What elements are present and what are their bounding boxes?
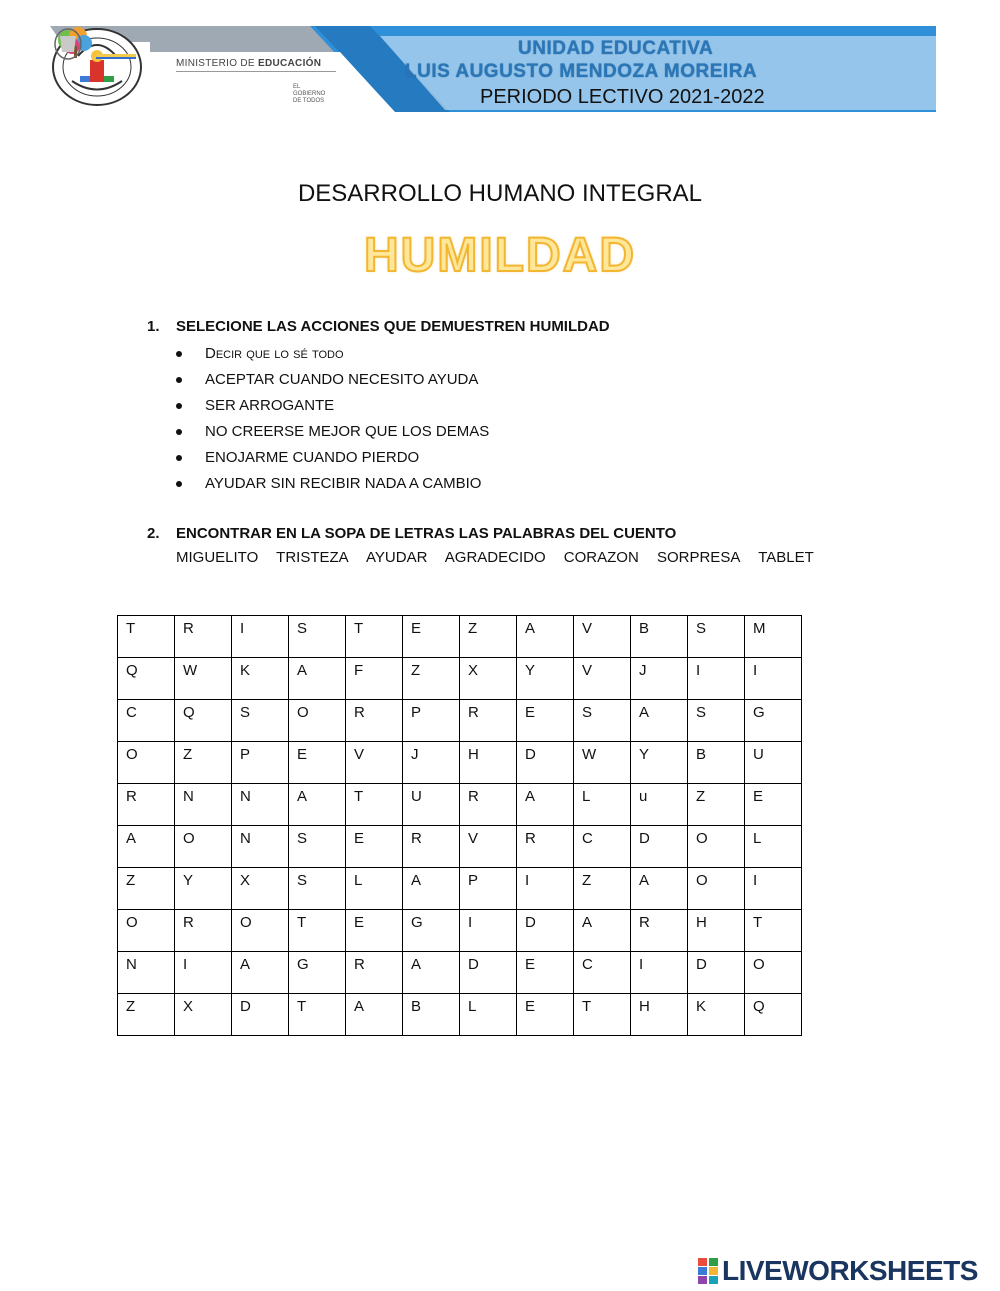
ministry-divider bbox=[176, 71, 336, 72]
question-1-number: 1. bbox=[147, 318, 160, 335]
grid-cell[interactable]: U bbox=[745, 742, 802, 784]
grid-cell[interactable]: D bbox=[631, 826, 688, 868]
grid-cell[interactable]: E bbox=[517, 994, 574, 1036]
question-1-options bbox=[176, 341, 489, 497]
grid-cell[interactable]: O bbox=[118, 910, 175, 952]
grid-row bbox=[118, 700, 802, 742]
school-period: PERIODO LECTIVO 2021-2022 bbox=[480, 86, 765, 108]
option-item[interactable] bbox=[176, 393, 489, 419]
grid-cell[interactable]: R bbox=[403, 826, 460, 868]
grid-cell[interactable]: P bbox=[460, 868, 517, 910]
grid-cell[interactable]: W bbox=[175, 658, 232, 700]
grid-cell[interactable]: H bbox=[460, 742, 517, 784]
grid-cell[interactable]: W bbox=[574, 742, 631, 784]
question-2-text: ENCONTRAR EN LA SOPA DE LETRAS LAS PALABRAS DEL CUENTO bbox=[176, 525, 677, 542]
grid-cell[interactable]: B bbox=[631, 616, 688, 658]
grid-cell[interactable]: Z bbox=[118, 994, 175, 1036]
grid-cell[interactable]: D bbox=[517, 742, 574, 784]
grid-cell[interactable]: I bbox=[688, 658, 745, 700]
grid-cell[interactable]: C bbox=[574, 826, 631, 868]
grid-cell[interactable]: T bbox=[346, 784, 403, 826]
word-item: AYUDAR bbox=[366, 549, 428, 566]
bullet-icon bbox=[176, 429, 182, 435]
grid-cell[interactable]: A bbox=[631, 700, 688, 742]
option-item[interactable] bbox=[176, 445, 489, 471]
grid-row bbox=[118, 952, 802, 994]
option-label: NO CREERSE MEJOR QUE LOS DEMAS bbox=[205, 423, 490, 440]
grid-cell[interactable]: P bbox=[403, 700, 460, 742]
grid-cell[interactable]: E bbox=[517, 700, 574, 742]
grid-cell[interactable]: O bbox=[118, 742, 175, 784]
grid-cell[interactable]: K bbox=[688, 994, 745, 1036]
question-2-heading bbox=[147, 525, 676, 542]
grid-cell[interactable]: A bbox=[631, 868, 688, 910]
grid-cell[interactable]: A bbox=[289, 784, 346, 826]
grid-cell[interactable]: I bbox=[460, 910, 517, 952]
grid-cell[interactable]: Z bbox=[118, 868, 175, 910]
word-search-grid bbox=[117, 615, 802, 1036]
grid-cell[interactable]: G bbox=[403, 910, 460, 952]
grid-cell[interactable]: S bbox=[289, 616, 346, 658]
grid-cell[interactable]: A bbox=[403, 952, 460, 994]
ministry-label: MINISTERIO DE EDUCACIÓN bbox=[176, 58, 322, 69]
word-item: MIGUELITO bbox=[176, 549, 259, 566]
grid-cell[interactable]: O bbox=[688, 826, 745, 868]
option-item[interactable] bbox=[176, 419, 489, 445]
question-1-text: SELECIONE LAS ACCIONES QUE DEMUESTREN HUMILDAD bbox=[176, 318, 610, 335]
grid-cell[interactable]: I bbox=[517, 868, 574, 910]
grid-cell[interactable]: D bbox=[232, 994, 289, 1036]
grid-cell[interactable]: A bbox=[517, 784, 574, 826]
grid-cell[interactable]: F bbox=[346, 658, 403, 700]
grid-cell[interactable]: J bbox=[631, 658, 688, 700]
grid-cell[interactable]: E bbox=[517, 952, 574, 994]
grid-cell[interactable]: S bbox=[574, 700, 631, 742]
grid-cell[interactable]: R bbox=[460, 784, 517, 826]
grid-row bbox=[118, 742, 802, 784]
grid-cell[interactable]: Y bbox=[631, 742, 688, 784]
grid-row bbox=[118, 658, 802, 700]
question-2-number: 2. bbox=[147, 525, 160, 542]
grid-cell[interactable]: u bbox=[631, 784, 688, 826]
grid-cell[interactable]: Q bbox=[745, 994, 802, 1036]
grid-row bbox=[118, 616, 802, 658]
grid-cell[interactable]: S bbox=[289, 826, 346, 868]
grid-cell[interactable]: S bbox=[688, 700, 745, 742]
option-label: AYUDAR SIN RECIBIR NADA A CAMBIO bbox=[205, 475, 482, 492]
grid-cell[interactable]: I bbox=[232, 616, 289, 658]
grid-cell[interactable]: A bbox=[574, 910, 631, 952]
bullet-icon bbox=[176, 455, 182, 461]
grid-cell[interactable]: E bbox=[346, 910, 403, 952]
grid-cell[interactable]: C bbox=[118, 700, 175, 742]
option-item[interactable] bbox=[176, 471, 489, 497]
word-item: TRISTEZA bbox=[276, 549, 349, 566]
grid-cell[interactable]: M bbox=[745, 616, 802, 658]
grid-row bbox=[118, 994, 802, 1036]
grid-cell[interactable]: S bbox=[289, 868, 346, 910]
grid-cell[interactable]: T bbox=[289, 994, 346, 1036]
liveworksheets-brand: LIVEWORKSHEETS bbox=[722, 1255, 978, 1286]
ecuador-coat-of-arms-logo bbox=[50, 26, 140, 62]
header-banner bbox=[50, 26, 936, 112]
question-1-heading bbox=[147, 318, 610, 335]
grid-cell[interactable]: R bbox=[346, 952, 403, 994]
grid-row bbox=[118, 826, 802, 868]
option-label: ACEPTAR CUANDO NECESITO AYUDA bbox=[205, 371, 479, 388]
grid-cell[interactable]: N bbox=[175, 784, 232, 826]
grid-cell[interactable]: J bbox=[403, 742, 460, 784]
grid-cell[interactable]: A bbox=[289, 658, 346, 700]
grid-cell[interactable]: L bbox=[574, 784, 631, 826]
grid-cell[interactable]: Z bbox=[403, 658, 460, 700]
grid-cell[interactable]: A bbox=[403, 868, 460, 910]
grid-cell[interactable]: V bbox=[460, 826, 517, 868]
grid-cell[interactable]: D bbox=[460, 952, 517, 994]
grid-cell[interactable]: O bbox=[232, 910, 289, 952]
grid-cell[interactable]: D bbox=[517, 910, 574, 952]
grid-cell[interactable]: Q bbox=[175, 700, 232, 742]
grid-cell[interactable]: R bbox=[175, 616, 232, 658]
grid-cell[interactable]: G bbox=[289, 952, 346, 994]
grid-cell[interactable]: R bbox=[175, 910, 232, 952]
grid-cell[interactable]: G bbox=[745, 700, 802, 742]
grid-cell[interactable]: I bbox=[745, 658, 802, 700]
grid-cell[interactable]: U bbox=[403, 784, 460, 826]
grid-cell[interactable]: Y bbox=[175, 868, 232, 910]
grid-cell[interactable]: H bbox=[688, 910, 745, 952]
grid-cell[interactable]: I bbox=[175, 952, 232, 994]
grid-cell[interactable]: V bbox=[346, 742, 403, 784]
subject-title: DESARROLLO HUMANO INTEGRAL bbox=[297, 180, 703, 207]
grid-cell[interactable]: O bbox=[175, 826, 232, 868]
grid-cell[interactable]: Z bbox=[574, 868, 631, 910]
word-item: SORPRESA bbox=[656, 549, 741, 566]
grid-cell[interactable]: E bbox=[346, 826, 403, 868]
grid-cell[interactable]: T bbox=[745, 910, 802, 952]
grid-cell[interactable]: D bbox=[688, 952, 745, 994]
grid-cell[interactable]: I bbox=[631, 952, 688, 994]
grid-cell[interactable]: X bbox=[460, 658, 517, 700]
bullet-icon bbox=[176, 351, 182, 357]
grid-row bbox=[118, 784, 802, 826]
grid-cell[interactable]: P bbox=[232, 742, 289, 784]
grid-cell[interactable]: Z bbox=[175, 742, 232, 784]
grid-cell[interactable]: N bbox=[232, 826, 289, 868]
grid-cell[interactable]: S bbox=[688, 616, 745, 658]
word-item: TABLET bbox=[758, 549, 814, 566]
grid-cell[interactable]: R bbox=[460, 700, 517, 742]
word-list bbox=[176, 549, 828, 566]
government-label: EL GOBIERNO DE TODOS bbox=[293, 84, 326, 104]
grid-cell[interactable]: E bbox=[745, 784, 802, 826]
grid-cell[interactable]: A bbox=[346, 994, 403, 1036]
grid-cell[interactable]: L bbox=[745, 826, 802, 868]
grid-cell[interactable]: X bbox=[232, 868, 289, 910]
grid-cell[interactable]: N bbox=[118, 952, 175, 994]
bullet-icon bbox=[176, 377, 182, 383]
grid-row bbox=[118, 868, 802, 910]
grid-cell[interactable]: V bbox=[574, 658, 631, 700]
grid-cell[interactable]: K bbox=[232, 658, 289, 700]
grid-cell[interactable]: R bbox=[631, 910, 688, 952]
grid-cell[interactable]: O bbox=[688, 868, 745, 910]
grid-cell[interactable]: Z bbox=[460, 616, 517, 658]
grid-cell[interactable]: L bbox=[460, 994, 517, 1036]
grid-cell[interactable]: A bbox=[118, 826, 175, 868]
bullet-icon bbox=[176, 403, 182, 409]
grid-cell[interactable]: V bbox=[574, 616, 631, 658]
grid-cell[interactable]: R bbox=[346, 700, 403, 742]
grid-cell[interactable]: B bbox=[403, 994, 460, 1036]
grid-cell[interactable]: O bbox=[289, 700, 346, 742]
grid-cell[interactable]: A bbox=[232, 952, 289, 994]
grid-cell[interactable]: R bbox=[118, 784, 175, 826]
bullet-icon bbox=[176, 481, 182, 487]
grid-cell[interactable]: O bbox=[745, 952, 802, 994]
grid-cell[interactable]: L bbox=[346, 868, 403, 910]
grid-cell[interactable]: A bbox=[517, 616, 574, 658]
word-item: CORAZON bbox=[563, 549, 639, 566]
grid-cell[interactable]: T bbox=[574, 994, 631, 1036]
grid-cell[interactable]: N bbox=[232, 784, 289, 826]
grid-row bbox=[118, 910, 802, 952]
option-item[interactable] bbox=[176, 341, 489, 367]
grid-cell[interactable]: R bbox=[517, 826, 574, 868]
grid-cell[interactable]: B bbox=[688, 742, 745, 784]
option-item[interactable] bbox=[176, 367, 489, 393]
topic-title: HUMILDAD bbox=[364, 229, 636, 282]
school-name: LUIS AUGUSTO MENDOZA MOREIRA bbox=[405, 61, 758, 82]
grid-cell[interactable]: X bbox=[175, 994, 232, 1036]
option-label: SER ARROGANTE bbox=[205, 397, 335, 414]
liveworksheets-logo-icon bbox=[698, 1258, 718, 1284]
grid-cell[interactable]: T bbox=[289, 910, 346, 952]
grid-cell[interactable]: C bbox=[574, 952, 631, 994]
option-label: Decir que lo sé todo bbox=[205, 345, 344, 362]
option-label: ENOJARME CUANDO PIERDO bbox=[205, 449, 420, 466]
grid-cell[interactable]: E bbox=[289, 742, 346, 784]
grid-cell[interactable]: Z bbox=[688, 784, 745, 826]
grid-cell[interactable]: H bbox=[631, 994, 688, 1036]
grid-cell[interactable]: S bbox=[232, 700, 289, 742]
school-unit-label: UNIDAD EDUCATIVA bbox=[518, 38, 714, 59]
word-item: AGRADECIDO bbox=[444, 549, 546, 566]
grid-cell[interactable]: T bbox=[346, 616, 403, 658]
grid-cell[interactable]: E bbox=[403, 616, 460, 658]
grid-cell[interactable]: T bbox=[118, 616, 175, 658]
grid-cell[interactable]: I bbox=[745, 868, 802, 910]
grid-cell[interactable]: Y bbox=[517, 658, 574, 700]
grid-cell[interactable]: Q bbox=[118, 658, 175, 700]
